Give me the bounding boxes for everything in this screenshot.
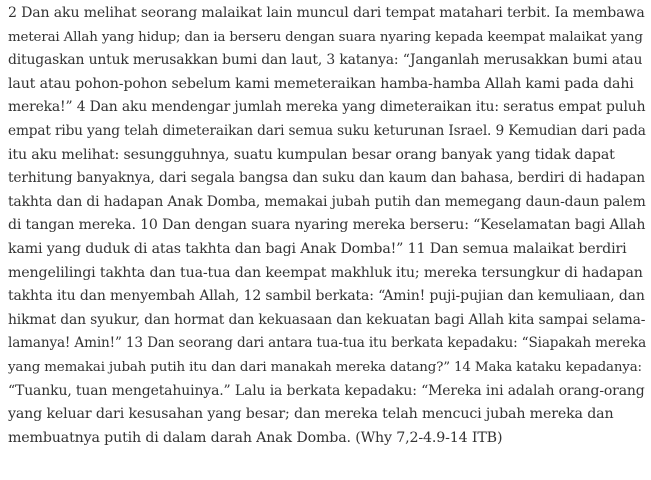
passage-line: takhta dan di hadapan Anak Domba, memakai jubah putih dan memegang daun-daun palem (8, 193, 646, 210)
passage-line: itu aku melihat: sesungguhnya, suatu kumpulan besar orang banyak yang tidak dapat (8, 146, 615, 163)
passage-line: empat ribu yang telah dimeteraikan dari semua suku keturunan Israel. 9 Kemudian dari pada (8, 122, 646, 139)
passage-line: membuatnya putih di dalam darah Anak Domba. (Why 7,2-4.9-14 ITB) (8, 429, 503, 446)
passage-line: takhta itu dan menyembah Allah, 12 sambil berkata: “Amin! puji-pujian dan kemuliaan, dan (8, 288, 645, 305)
passage-line: lamanya! Amin!” 13 Dan seorang dari antara tua-tua itu berkata kepadaku: “Siapakah mereka (8, 335, 647, 352)
passage-line: yang memakai jubah putih itu dan dari manakah mereka datang?” 14 Maka kataku kepadanya: (8, 359, 642, 375)
passage-line: mengelilingi takhta dan tua-tua dan keempat makhluk itu; mereka tersungkur di hadapan (8, 264, 643, 281)
passage-line: laut atau pohon-pohon sebelum kami memeteraikan hamba-hamba Allah kami pada dahi (8, 75, 634, 92)
passage-line: di tangan mereka. 10 Dan dengan suara nyaring mereka berseru: “Keselamatan bagi Allah (8, 217, 646, 234)
passage-line: yang keluar dari kesusahan yang besar; dan mereka telah mencuci jubah mereka dan (8, 406, 614, 423)
passage-line: mereka!” 4 Dan aku mendengar jumlah mereka yang dimeteraikan itu: seratus empat puluh (8, 99, 646, 116)
scripture-passage (8, 0, 646, 450)
passage-line: “Tuanku, tuan mengetahuinya.” Lalu ia berkata kepadaku: “Mereka ini adalah orang-orang (8, 382, 645, 399)
passage-line: kami yang duduk di atas takhta dan bagi Anak Domba!” 11 Dan semua malaikat berdiri (8, 240, 627, 257)
passage-line: 2 Dan aku melihat seorang malaikat lain muncul dari tempat matahari terbit. Ia membawa (8, 5, 645, 21)
passage-line: hikmat dan syukur, dan hormat dan kekuasaan dan kekuatan bagi Allah kita sampai selama- (8, 311, 646, 328)
passage-line: meterai Allah yang hidup; dan ia berseru dengan suara nyaring kepada keempat malaikat yang (8, 29, 643, 45)
passage-line: terhitung banyaknya, dari segala bangsa dan suku dan kaum dan bahasa, berdiri di hadapan (8, 170, 645, 187)
passage-line: ditugaskan untuk merusakkan bumi dan laut, 3 katanya: “Janganlah merusakkan bumi atau (8, 52, 643, 69)
